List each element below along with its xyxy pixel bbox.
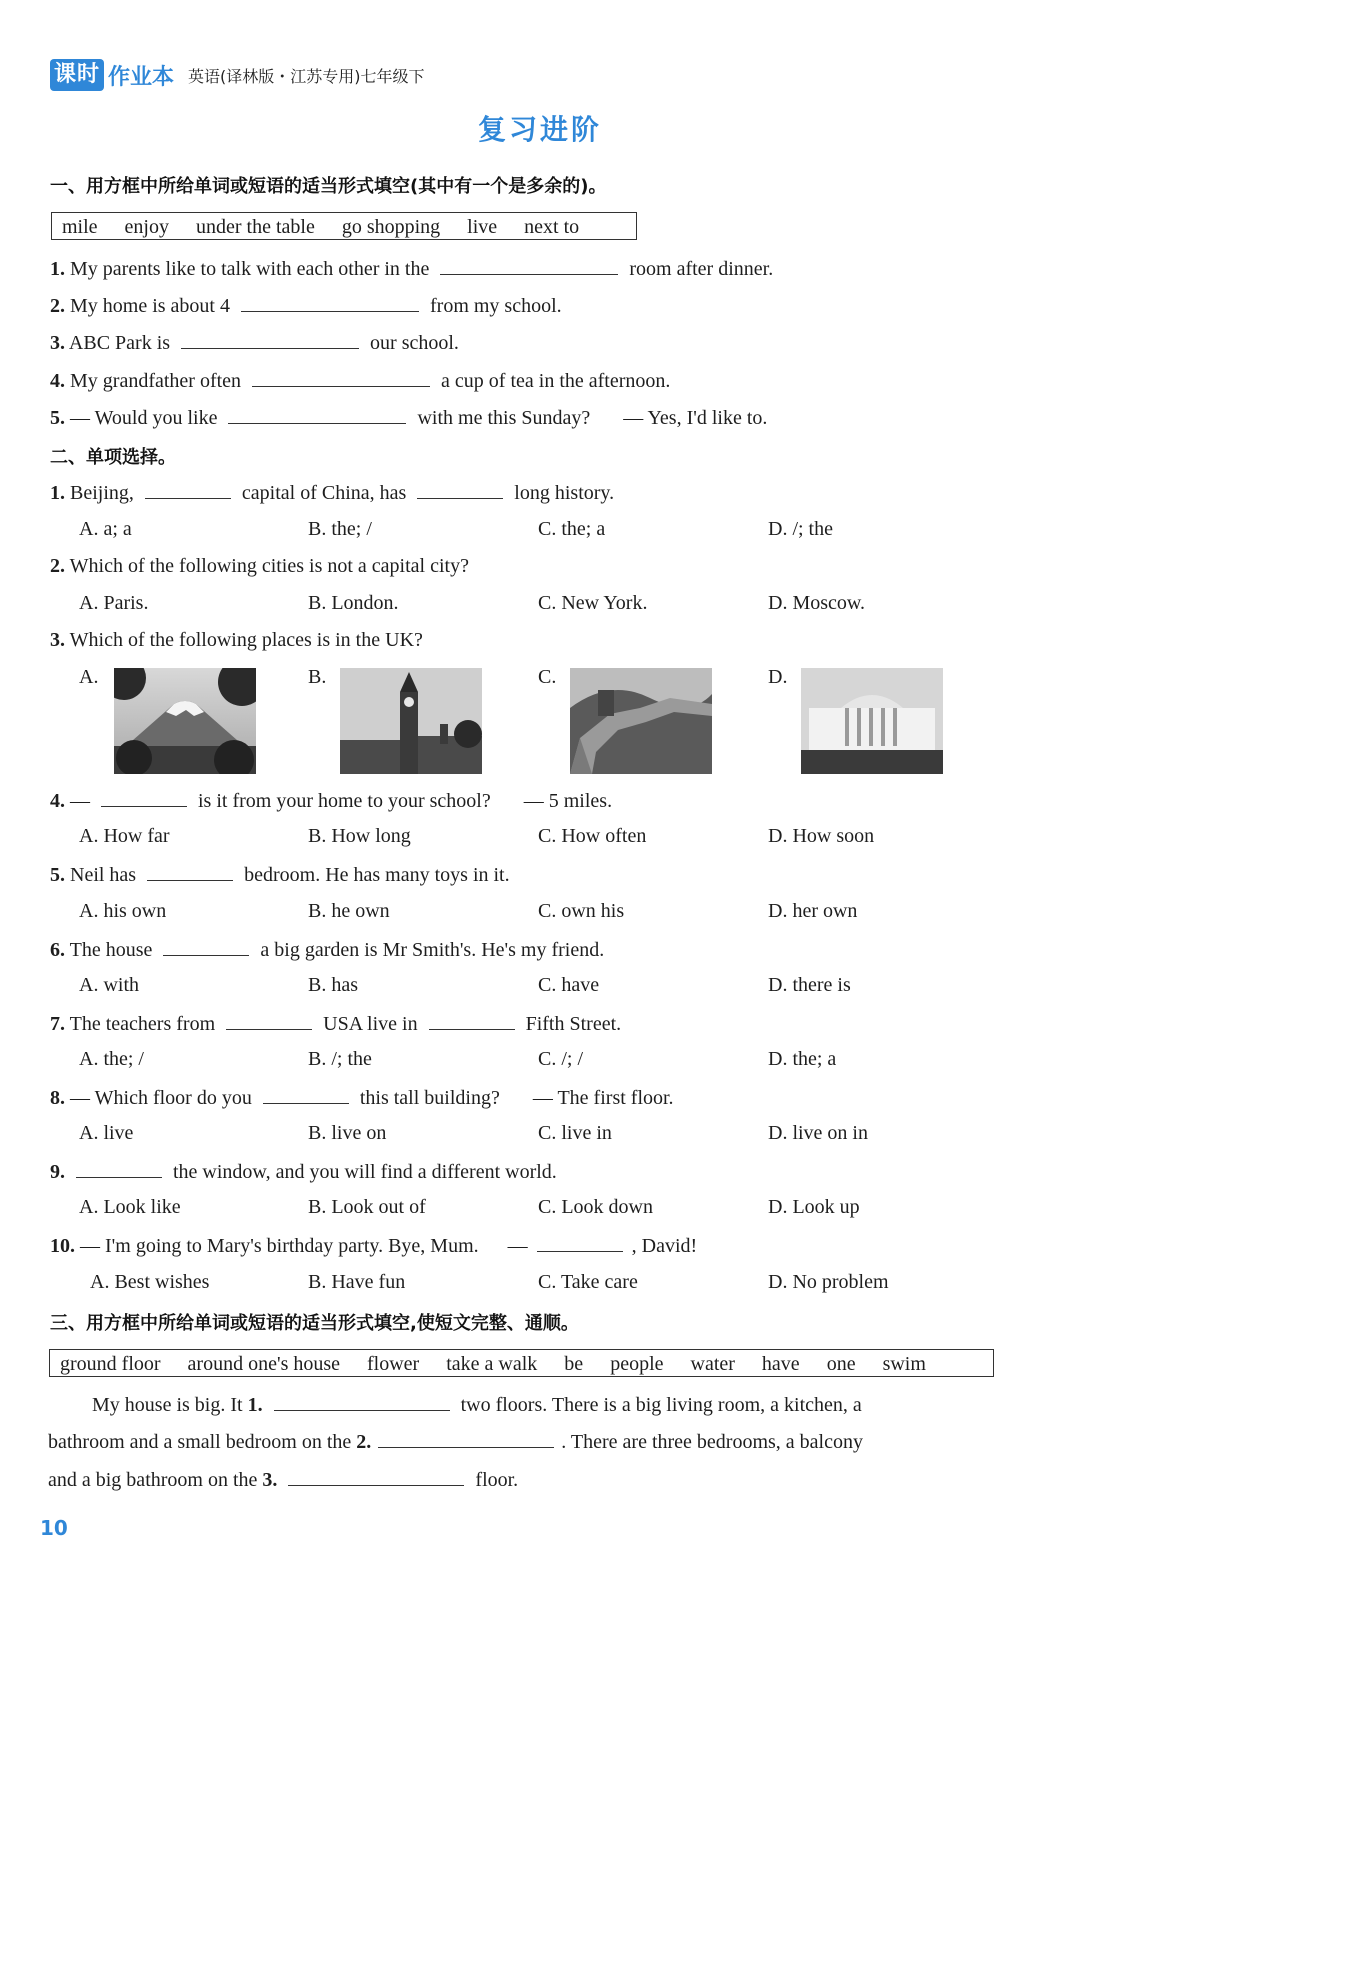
answer-blank[interactable] <box>378 1429 554 1448</box>
answer-blank[interactable] <box>241 293 419 312</box>
q3-option-a[interactable]: A. <box>79 666 99 688</box>
q9-option-c[interactable]: C. Look down <box>538 1196 653 1218</box>
q10-option-c[interactable]: C. Take care <box>538 1271 638 1293</box>
passage-line-1: My house is big. It 1. two floors. There is a big living room, a kitchen, a <box>92 1394 862 1416</box>
q8-option-d[interactable]: D. live on in <box>768 1122 868 1144</box>
word-box-item: be <box>564 1353 584 1375</box>
answer-blank[interactable] <box>252 368 430 387</box>
answer-blank[interactable] <box>417 480 503 499</box>
answer-blank[interactable] <box>147 862 233 881</box>
section3-word-box <box>49 1349 994 1377</box>
word-box-item: flower <box>367 1353 420 1375</box>
word-box-item: enjoy <box>124 216 169 238</box>
q6-option-b[interactable]: B. has <box>308 974 358 996</box>
q3-option-d[interactable]: D. <box>768 666 788 688</box>
s1-item-1: 1. My parents like to talk with each other in the room after dinner. <box>50 258 774 280</box>
s1-item-5: 5. — Would you like with me this Sunday? — Yes, I'd like to. <box>50 407 768 429</box>
answer-blank[interactable] <box>537 1233 623 1252</box>
q7-option-a[interactable]: A. the; / <box>79 1048 144 1070</box>
q3-stem: 3. Which of the following places is in the UK? <box>50 629 423 651</box>
q1-option-a[interactable]: A. a; a <box>79 518 132 540</box>
s1-item-2: 2. My home is about 4 from my school. <box>50 295 562 317</box>
section2-heading: 二、单项选择。 <box>50 447 176 468</box>
q8-option-c[interactable]: C. live in <box>538 1122 612 1144</box>
answer-blank[interactable] <box>440 256 618 275</box>
q1-option-c[interactable]: C. the; a <box>538 518 606 540</box>
logo-suffix: 作业本 <box>108 64 175 90</box>
q1-stem: 1. Beijing, capital of China, has long history. <box>50 482 615 504</box>
header-logo <box>50 58 425 92</box>
q9-option-d[interactable]: D. Look up <box>768 1196 860 1218</box>
answer-blank[interactable] <box>288 1467 464 1486</box>
white-house-photo <box>801 668 943 774</box>
q1-option-b[interactable]: B. the; / <box>308 518 372 540</box>
q10-option-d[interactable]: D. No problem <box>768 1271 889 1293</box>
q4-option-b[interactable]: B. How long <box>308 825 411 847</box>
word-box-item: go shopping <box>341 216 441 238</box>
word-box-item: have <box>761 1353 800 1375</box>
q9-option-a[interactable]: A. Look like <box>79 1196 181 1218</box>
q4-stem: 4. — is it from your home to your school? — 5 miles. <box>50 790 613 812</box>
q10-stem: 10. — I'm going to Mary's birthday party. Bye, Mum. — , David! <box>50 1235 698 1257</box>
q6-option-c[interactable]: C. have <box>538 974 600 996</box>
q8-option-b[interactable]: B. live on <box>308 1122 387 1144</box>
word-box-item: mile <box>62 216 98 238</box>
s1-item-4: 4. My grandfather often a cup of tea in the afternoon. <box>50 370 671 392</box>
q5-option-b[interactable]: B. he own <box>308 900 390 922</box>
answer-blank[interactable] <box>263 1085 349 1104</box>
q5-option-d[interactable]: D. her own <box>768 900 858 922</box>
q10-option-a[interactable]: A. Best wishes <box>90 1271 210 1293</box>
page-title: 复习进阶 <box>477 113 602 146</box>
answer-blank[interactable] <box>228 405 406 424</box>
q3-option-b[interactable]: B. <box>308 666 327 688</box>
word-box-item: under the table <box>195 216 315 238</box>
q6-stem: 6. The house a big garden is Mr Smith's. He's my friend. <box>50 939 605 961</box>
word-box-item: water <box>690 1353 735 1375</box>
q5-option-a[interactable]: A. his own <box>79 900 167 922</box>
answer-blank[interactable] <box>274 1392 450 1411</box>
section1-heading: 一、用方框中所给单词或短语的适当形式填空(其中有一个是多余的)。 <box>50 176 607 197</box>
q7-option-c[interactable]: C. /; / <box>538 1048 584 1070</box>
q6-option-d[interactable]: D. there is <box>768 974 851 996</box>
q7-option-d[interactable]: D. the; a <box>768 1048 837 1070</box>
page-number: 10 <box>40 1516 68 1540</box>
s1-item-3: 3. ABC Park is our school. <box>50 332 459 354</box>
q3-option-c[interactable]: C. <box>538 666 557 688</box>
answer-blank[interactable] <box>145 480 231 499</box>
word-box-item: ground floor <box>60 1353 161 1375</box>
q10-option-b[interactable]: B. Have fun <box>308 1271 406 1293</box>
word-box-item: people <box>610 1353 664 1375</box>
q9-option-b[interactable]: B. Look out of <box>308 1196 426 1218</box>
mount-fuji-photo <box>114 668 256 774</box>
q7-stem: 7. The teachers from USA live in Fifth Street. <box>50 1013 622 1035</box>
passage-line-3: and a big bathroom on the 3. floor. <box>48 1469 519 1491</box>
q4-option-a[interactable]: A. How far <box>79 825 170 847</box>
great-wall-photo <box>570 668 712 774</box>
answer-blank[interactable] <box>101 788 187 807</box>
q4-option-c[interactable]: C. How often <box>538 825 647 847</box>
q8-stem: 8. — Which floor do you this tall building? — The first floor. <box>50 1087 674 1109</box>
subject-label: 英语(译林版・江苏专用)七年级下 <box>188 66 425 86</box>
q2-stem: 2. Which of the following cities is not a capital city? <box>50 555 469 577</box>
answer-blank[interactable] <box>181 330 359 349</box>
word-box-item: around one's house <box>187 1353 341 1375</box>
answer-blank[interactable] <box>163 937 249 956</box>
answer-blank[interactable] <box>429 1011 515 1030</box>
answer-blank[interactable] <box>226 1011 312 1030</box>
section1-word-box <box>51 212 637 240</box>
passage-line-2: bathroom and a small bedroom on the 2. . There are three bedrooms, a balcony <box>48 1431 863 1453</box>
q5-stem: 5. Neil has bedroom. He has many toys in it. <box>50 864 510 886</box>
q6-option-a[interactable]: A. with <box>79 974 139 996</box>
q7-option-b[interactable]: B. /; the <box>308 1048 372 1070</box>
q2-option-d[interactable]: D. Moscow. <box>768 592 866 614</box>
word-box-item: swim <box>882 1353 926 1375</box>
word-box-item: live <box>467 216 498 238</box>
word-box-item: one <box>826 1353 856 1375</box>
q5-option-c[interactable]: C. own his <box>538 900 625 922</box>
q1-option-d[interactable]: D. /; the <box>768 518 833 540</box>
logo-badge: 课时 <box>50 59 104 91</box>
big-ben-photo <box>340 668 482 774</box>
q2-option-c[interactable]: C. New York. <box>538 592 648 614</box>
answer-blank[interactable] <box>76 1159 162 1178</box>
q9-stem: 9. the window, and you will find a different world. <box>50 1161 557 1183</box>
q2-option-a[interactable]: A. Paris. <box>79 592 149 614</box>
section3-heading: 三、用方框中所给单词或短语的适当形式填空,使短文完整、通顺。 <box>50 1313 579 1334</box>
q8-option-a[interactable]: A. live <box>79 1122 134 1144</box>
word-box-item: next to <box>524 216 580 238</box>
q4-option-d[interactable]: D. How soon <box>768 825 875 847</box>
q2-option-b[interactable]: B. London. <box>308 592 399 614</box>
word-box-item: take a walk <box>446 1353 538 1375</box>
